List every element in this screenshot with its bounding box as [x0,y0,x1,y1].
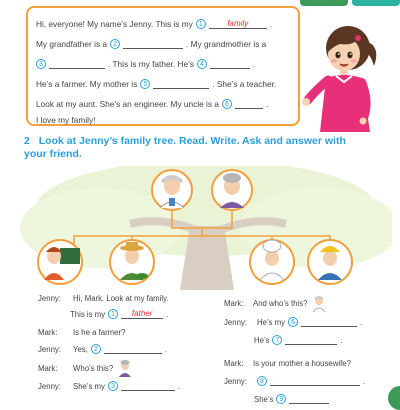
dialogue-line [254,393,329,405]
blank-number-badge: 2 [91,344,101,354]
passage-line-4 [36,78,276,90]
passage-line-5 [36,98,268,110]
dialogue-text: . [360,317,363,327]
section-title: Look at Jenny’s family tree. Read. Write. Ask and answer with your friend. [24,135,346,160]
answer-blank[interactable]: father [121,309,163,319]
answer-blank[interactable]: family [209,19,267,29]
passage-text: I love my family! [36,115,96,125]
answer-blank[interactable] [153,79,209,89]
blank-number-badge: 5 [140,79,150,89]
passage-text: Hi, everyone! My name’s Jenny. This is my [36,19,193,29]
speaker-label: Jenny: [224,317,247,327]
speaker-label: Jenny: [38,344,61,354]
passage-text: . She’s a teacher. [212,79,277,89]
passage-text: . [269,19,273,29]
dialogue-text: And who’s this? [253,298,308,308]
answer-blank[interactable] [104,344,162,354]
dialogue-text: Yes, [73,344,88,354]
dialogue-line [224,357,351,369]
blank-number-badge: 1 [196,19,206,29]
dialogue-line [38,362,134,374]
blank-number-badge: 8 [257,376,267,386]
passage-line-1 [36,18,272,30]
dialogue-text: . [177,381,181,391]
blank-number-badge: 3 [108,381,118,391]
passage-text: . This is my father. He’s [108,59,194,69]
blank-number-badge: 2 [110,39,120,49]
speaker-label: Jenny: [38,293,61,303]
dialogue-text: Is your mother a housewife? [253,358,351,368]
speaker-label: Mark: [224,298,244,308]
jenny-girl-illustration [300,22,392,132]
passage-line-6 [36,114,95,126]
passage-text: He’s a farmer. My mother is [36,79,138,89]
grandmother-mini-icon [116,359,134,377]
answer-blank[interactable] [301,317,357,327]
blank-number-badge: 3 [36,59,46,69]
speaker-label: Jenny: [38,381,61,391]
passage-text: My grandfather is a [36,39,108,49]
answer-blank[interactable] [210,59,250,69]
dialogue-text: . [164,344,168,354]
dialogue-line [38,343,167,355]
dialogue-text: Who’s this? [73,363,114,373]
blank-number-badge: 7 [272,335,282,345]
passage-text: . [265,99,269,109]
speaker-label: Mark: [38,363,58,373]
passage-line-3 [36,58,255,70]
answer-blank[interactable] [289,394,329,404]
dialogue-text: Hi, Mark. Look at my family. [73,293,169,303]
dialogue-line [38,326,125,338]
tab-marker-green [300,0,348,6]
dialogue-line [224,375,365,387]
dialogue-text: Is he a farmer? [73,327,126,337]
dialogue-line [38,380,180,392]
blank-number-badge: 6 [288,317,298,327]
family-tree-illustration [20,166,392,290]
grandfather-portrait [152,170,192,210]
dialogue-text: . [363,376,366,386]
mother-teacher-portrait [38,240,82,284]
uncle-cook-portrait [250,240,294,284]
intro-passage-box [26,6,300,126]
dialogue-text: She’s [254,394,274,404]
dialogue-line [70,308,168,320]
passage-text: . [252,59,256,69]
dialogue-text: This is my [70,309,106,319]
blank-number-badge: 6 [222,99,232,109]
section-2-heading [24,135,364,161]
answer-blank[interactable] [121,381,175,391]
section-number: 2 [24,135,30,147]
dialogue-text: She’s my [73,381,105,391]
grandmother-portrait [212,170,252,210]
speaker-label: Jenny: [224,376,247,386]
passage-line-2 [36,38,266,50]
answer-blank[interactable] [285,335,337,345]
father-farmer-portrait [110,240,154,284]
dialogue-line [224,297,328,309]
page-corner-marker [388,386,400,410]
speaker-label: Mark: [38,327,58,337]
answer-blank[interactable] [49,59,105,69]
answer-blank[interactable] [235,99,263,109]
blank-number-badge: 9 [276,394,286,404]
answer-blank[interactable] [123,39,183,49]
passage-text: Look at my aunt. She’s an engineer. My uncle is a [36,99,219,109]
dialogue-text: . [166,309,169,319]
blank-number-badge: 1 [108,309,118,319]
page-tab-strip [300,0,400,6]
aunt-engineer-portrait [308,240,352,284]
answer-blank[interactable] [270,376,360,386]
dialogue-line [254,334,343,346]
passage-text: . My grandmother is a [186,39,267,49]
dialogue-text: He’s [254,335,270,345]
tab-marker-teal [352,0,400,6]
dialogue-text: . [340,335,343,345]
grandfather-mini-icon [310,294,328,312]
dialogue-text: He’s my [257,317,286,327]
dialogue-line [224,316,362,328]
dialogue-line [38,292,169,304]
speaker-label: Mark: [224,358,244,368]
blank-number-badge: 4 [197,59,207,69]
